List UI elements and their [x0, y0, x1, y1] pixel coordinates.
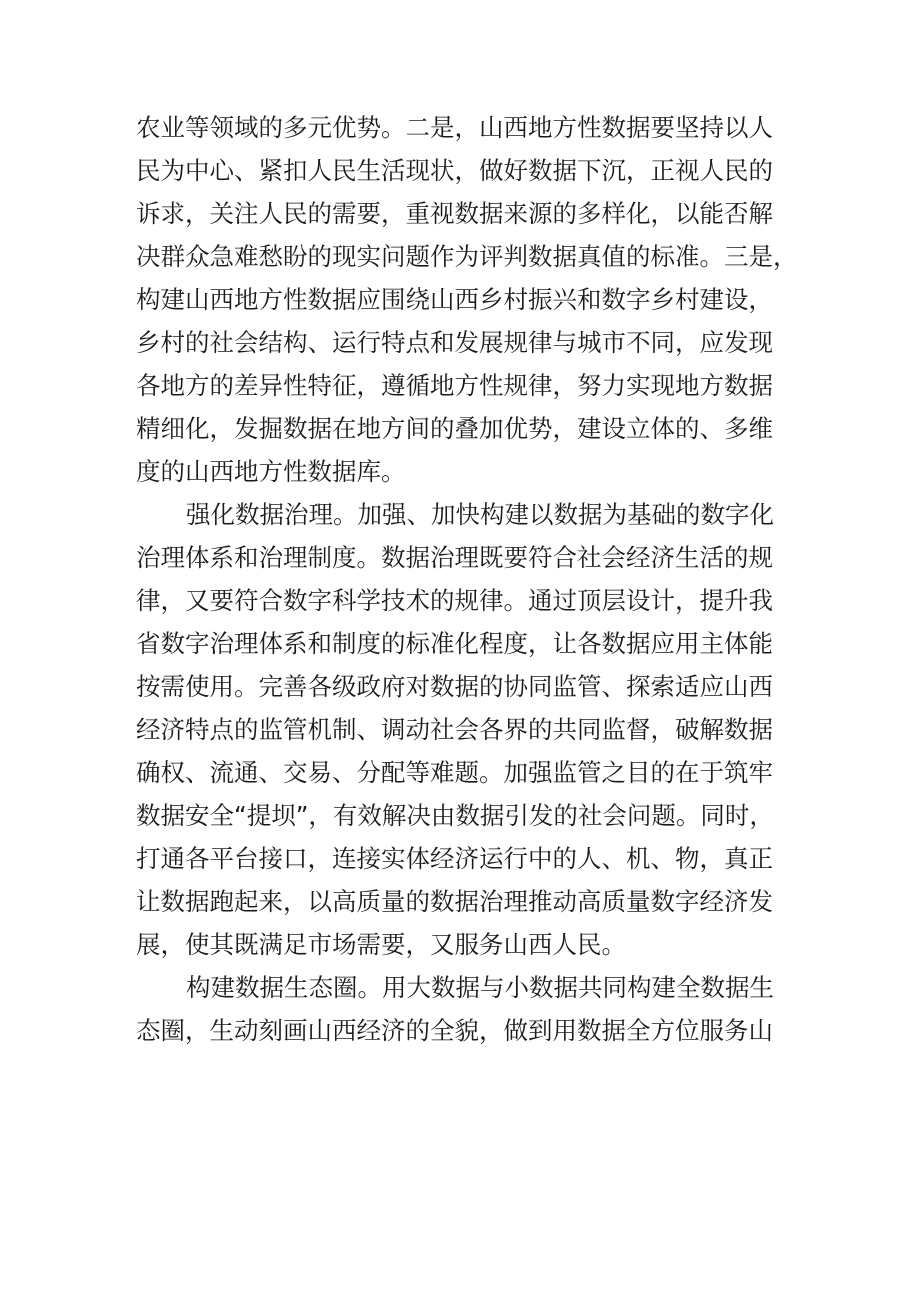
- text-line: 决群众急难愁盼的现实问题作为评判数据真值的标准。三是，: [136, 242, 798, 271]
- text-line: 让数据跑起来，以高质量的数据治理推动高质量数字经济发: [136, 887, 773, 916]
- text-line: 数据安全“提坝”，有效解决由数据引发的社会问题。同时，: [136, 801, 774, 830]
- text-line: 经济特点的监管机制、调动社会各界的共同监督，破解数据: [136, 715, 773, 744]
- paragraph-first-line: 构建数据生态圈。用大数据与小数据共同构建全数据生: [186, 973, 774, 1002]
- paragraph-first-line: 强化数据治理。加强、加快构建以数据为基础的数字化: [186, 500, 774, 529]
- text-line: 省数字治理体系和制度的标准化程度，让各数据应用主体能: [136, 629, 773, 658]
- text-line: 诉求，关注人民的需要，重视数据来源的多样化，以能否解: [136, 199, 773, 228]
- text-line: 乡村的社会结构、运行特点和发展规律与城市不同，应发现: [136, 328, 773, 357]
- text-line: 按需使用。完善各级政府对数据的协同监管、探索适应山西: [136, 672, 773, 701]
- text-line: 律，又要符合数字科学技术的规律。通过顶层设计，提升我: [136, 586, 773, 615]
- text-line: 治理体系和治理制度。数据治理既要符合社会经济生活的规: [136, 543, 773, 572]
- text-line: 精细化，发掘数据在地方间的叠加优势，建设立体的、多维: [136, 414, 773, 443]
- text-line: 展，使其既满足市场需要，又服务山西人民。: [136, 930, 626, 959]
- text-line: 打通各平台接口，连接实体经济运行中的人、机、物，真正: [136, 844, 773, 873]
- text-line: 农业等领域的多元优势。二是，山西地方性数据要坚持以人: [136, 113, 773, 142]
- text-line: 态圈，生动刻画山西经济的全貌，做到用数据全方位服务山: [136, 1016, 773, 1045]
- text-line: 构建山西地方性数据应围绕山西乡村振兴和数字乡村建设，: [136, 285, 773, 314]
- text-line: 度的山西地方性数据库。: [136, 457, 406, 486]
- text-line: 各地方的差异性特征，遵循地方性规律，努力实现地方数据: [136, 371, 773, 400]
- text-line: 确权、流通、交易、分配等难题。加强监管之目的在于筑牢: [136, 758, 773, 787]
- text-line: 民为中心、紧扣人民生活现状，做好数据下沉，正视人民的: [136, 156, 773, 185]
